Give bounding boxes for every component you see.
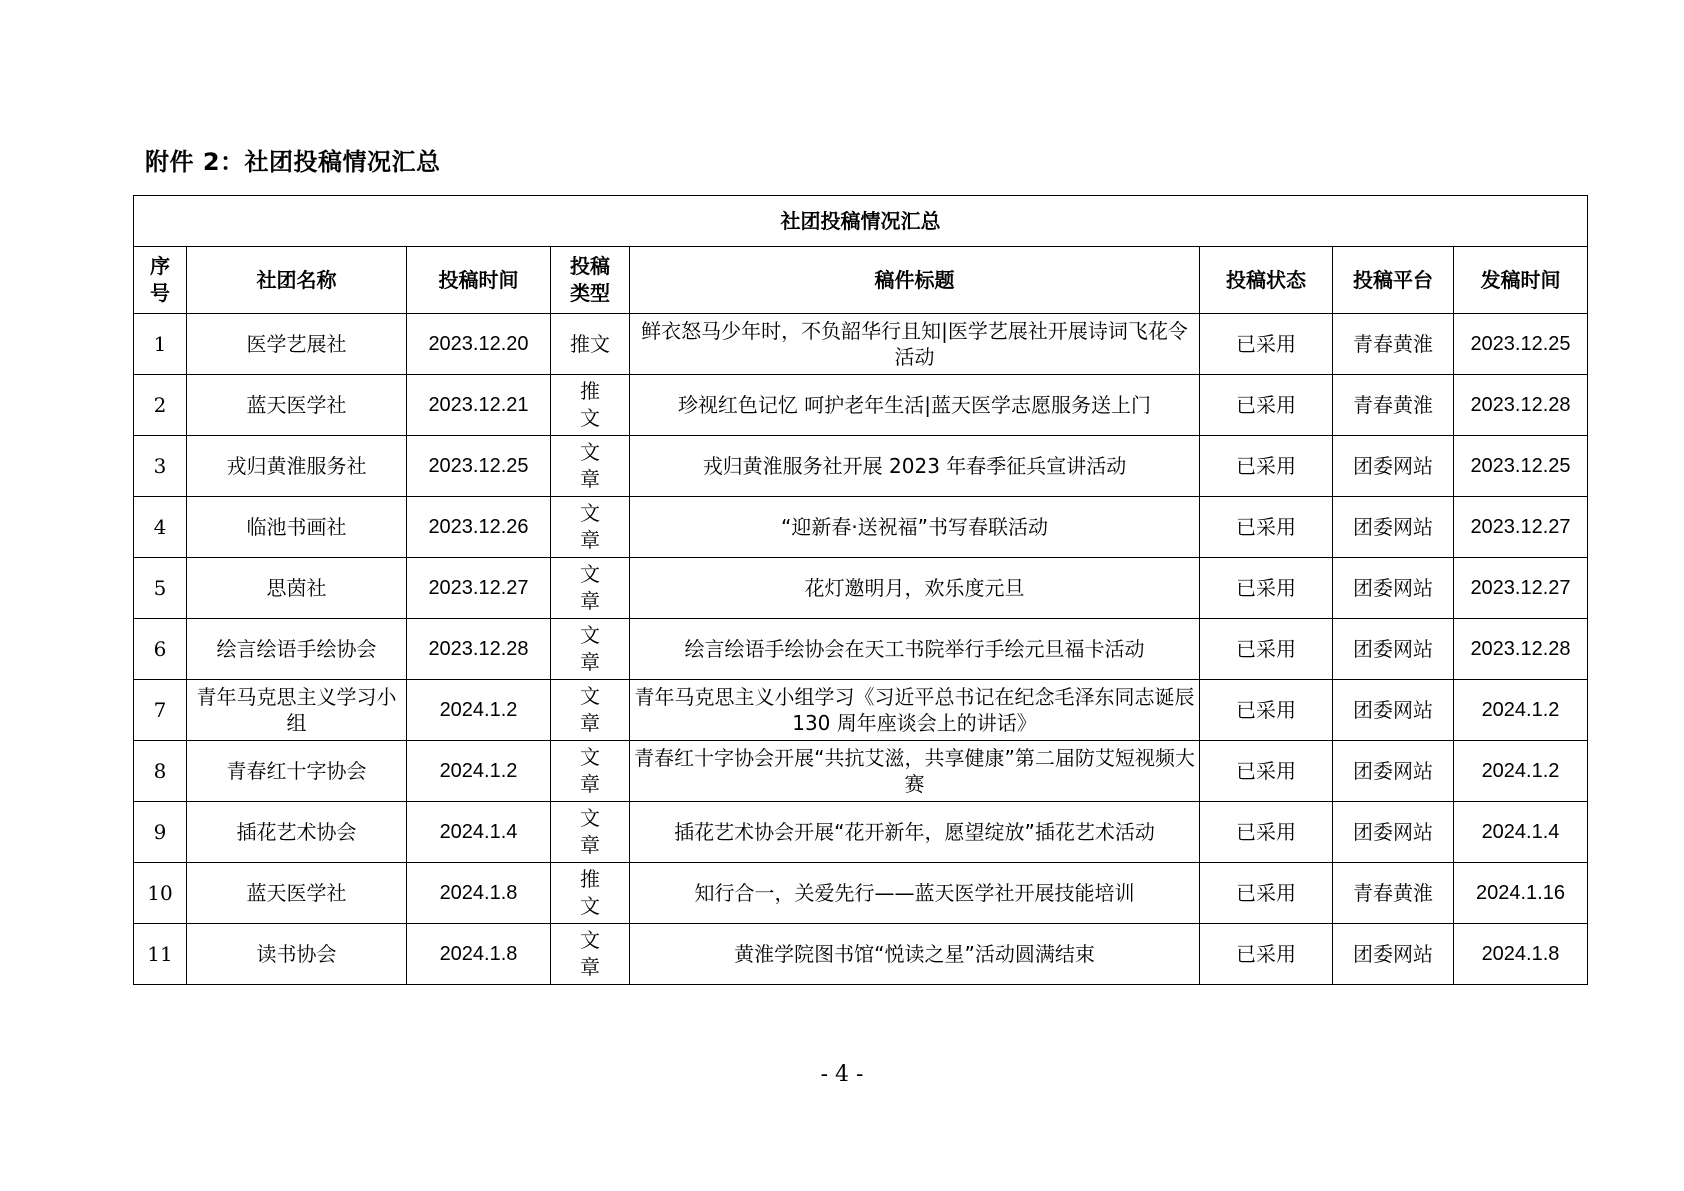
- cell-submit-date: 2023.12.27: [407, 558, 551, 619]
- submission-table: [133, 195, 1588, 985]
- cell-platform: 青春黄淮: [1333, 375, 1454, 436]
- table-row: [134, 802, 1588, 863]
- cell-club: 读书协会: [187, 924, 407, 985]
- cell-platform: 团委网站: [1333, 619, 1454, 680]
- cell-title: 鲜衣怒马少年时，不负韶华行且知|医学艺展社开展诗词飞花令活动: [630, 314, 1200, 375]
- cell-club: 临池书画社: [187, 497, 407, 558]
- cell-type: [551, 680, 630, 741]
- cell-submit-date: 2023.12.28: [407, 619, 551, 680]
- table-row: [134, 436, 1588, 497]
- cell-index: 6: [134, 619, 187, 680]
- cell-title: 珍视红色记忆 呵护老年生活|蓝天医学志愿服务送上门: [630, 375, 1200, 436]
- cell-type: [551, 558, 630, 619]
- cell-status: 已采用: [1200, 314, 1333, 375]
- cell-index: 8: [134, 741, 187, 802]
- cell-index: 5: [134, 558, 187, 619]
- table-row: [134, 863, 1588, 924]
- table-row: [134, 375, 1588, 436]
- cell-platform: 团委网站: [1333, 802, 1454, 863]
- cell-status: 已采用: [1200, 741, 1333, 802]
- cell-title: “迎新春·送祝福”书写春联活动: [630, 497, 1200, 558]
- cell-type: [551, 436, 630, 497]
- cell-submit-date: 2024.1.2: [407, 680, 551, 741]
- cell-index: 9: [134, 802, 187, 863]
- cell-status: 已采用: [1200, 802, 1333, 863]
- type-label: 推文: [570, 331, 610, 356]
- cell-status: 已采用: [1200, 680, 1333, 741]
- cell-platform: 团委网站: [1333, 924, 1454, 985]
- cell-publish-date: 2023.12.28: [1454, 375, 1588, 436]
- cell-submit-date: 2023.12.20: [407, 314, 551, 375]
- header-submit-date: 投稿时间: [407, 247, 551, 314]
- type-label: 文章: [580, 684, 600, 735]
- header-platform: 投稿平台: [1333, 247, 1454, 314]
- cell-index: 10: [134, 863, 187, 924]
- cell-type: [551, 375, 630, 436]
- page-heading: 附件 2：社团投稿情况汇总: [145, 148, 441, 176]
- cell-status: 已采用: [1200, 375, 1333, 436]
- cell-type: [551, 741, 630, 802]
- cell-title: 知行合一，关爱先行——蓝天医学社开展技能培训: [630, 863, 1200, 924]
- cell-status: 已采用: [1200, 497, 1333, 558]
- cell-publish-date: 2024.1.2: [1454, 741, 1588, 802]
- cell-type: [551, 924, 630, 985]
- cell-type: [551, 619, 630, 680]
- type-label: 文章: [580, 928, 600, 979]
- cell-status: 已采用: [1200, 863, 1333, 924]
- cell-publish-date: 2024.1.8: [1454, 924, 1588, 985]
- table-row: [134, 619, 1588, 680]
- cell-platform: 青春黄淮: [1333, 314, 1454, 375]
- type-label: 文章: [580, 745, 600, 796]
- table-row: [134, 558, 1588, 619]
- type-label: 推文: [580, 379, 600, 430]
- cell-index: 1: [134, 314, 187, 375]
- header-club: 社团名称: [187, 247, 407, 314]
- cell-status: 已采用: [1200, 619, 1333, 680]
- cell-publish-date: 2023.12.27: [1454, 558, 1588, 619]
- cell-index: 7: [134, 680, 187, 741]
- type-label: 文章: [580, 501, 600, 552]
- page-number: - 4 -: [820, 1062, 864, 1087]
- cell-club: 戎归黄淮服务社: [187, 436, 407, 497]
- cell-type: [551, 314, 630, 375]
- table-row: [134, 314, 1588, 375]
- cell-index: 11: [134, 924, 187, 985]
- header-status: 投稿状态: [1200, 247, 1333, 314]
- cell-publish-date: 2023.12.25: [1454, 314, 1588, 375]
- cell-publish-date: 2024.1.16: [1454, 863, 1588, 924]
- cell-club: 医学艺展社: [187, 314, 407, 375]
- header-index: 序号: [134, 247, 187, 314]
- cell-platform: 团委网站: [1333, 741, 1454, 802]
- table-body: [134, 314, 1588, 985]
- cell-title: 花灯邀明月，欢乐度元旦: [630, 558, 1200, 619]
- cell-platform: 青春黄淮: [1333, 863, 1454, 924]
- cell-status: 已采用: [1200, 924, 1333, 985]
- cell-type: [551, 802, 630, 863]
- cell-title: 黄淮学院图书馆“悦读之星”活动圆满结束: [630, 924, 1200, 985]
- cell-type: [551, 497, 630, 558]
- cell-status: 已采用: [1200, 558, 1333, 619]
- cell-platform: 团委网站: [1333, 558, 1454, 619]
- cell-submit-date: 2023.12.21: [407, 375, 551, 436]
- cell-title: 插花艺术协会开展“花开新年，愿望绽放”插花艺术活动: [630, 802, 1200, 863]
- cell-publish-date: 2023.12.28: [1454, 619, 1588, 680]
- table-header-row: [134, 247, 1588, 314]
- cell-club: 绘言绘语手绘协会: [187, 619, 407, 680]
- header-type: 投稿类型: [551, 247, 630, 314]
- cell-club: 思茵社: [187, 558, 407, 619]
- type-label: 文章: [580, 440, 600, 491]
- cell-submit-date: 2024.1.8: [407, 863, 551, 924]
- table-row: [134, 741, 1588, 802]
- cell-publish-date: 2024.1.4: [1454, 802, 1588, 863]
- cell-platform: 团委网站: [1333, 680, 1454, 741]
- cell-club: 青年马克思主义学习小组: [187, 680, 407, 741]
- type-label: 推文: [580, 867, 600, 918]
- cell-submit-date: 2023.12.26: [407, 497, 551, 558]
- cell-club: 蓝天医学社: [187, 863, 407, 924]
- cell-type: [551, 863, 630, 924]
- cell-club: 插花艺术协会: [187, 802, 407, 863]
- cell-club: 青春红十字协会: [187, 741, 407, 802]
- cell-publish-date: 2023.12.25: [1454, 436, 1588, 497]
- cell-index: 2: [134, 375, 187, 436]
- table-title: 社团投稿情况汇总: [134, 196, 1588, 247]
- cell-platform: 团委网站: [1333, 497, 1454, 558]
- type-label: 文章: [580, 623, 600, 674]
- header-article-title: 稿件标题: [630, 247, 1200, 314]
- table-row: [134, 924, 1588, 985]
- cell-submit-date: 2024.1.2: [407, 741, 551, 802]
- cell-club: 蓝天医学社: [187, 375, 407, 436]
- cell-publish-date: 2023.12.27: [1454, 497, 1588, 558]
- type-label: 文章: [580, 806, 600, 857]
- cell-title: 青春红十字协会开展“共抗艾滋，共享健康”第二届防艾短视频大赛: [630, 741, 1200, 802]
- table-row: [134, 680, 1588, 741]
- header-publish-date: 发稿时间: [1454, 247, 1588, 314]
- cell-status: 已采用: [1200, 436, 1333, 497]
- cell-title: 绘言绘语手绘协会在天工书院举行手绘元旦福卡活动: [630, 619, 1200, 680]
- cell-submit-date: 2023.12.25: [407, 436, 551, 497]
- cell-title: 青年马克思主义小组学习《习近平总书记在纪念毛泽东同志诞辰 130 周年座谈会上的讲话》: [630, 680, 1200, 741]
- type-label: 文章: [580, 562, 600, 613]
- cell-index: 3: [134, 436, 187, 497]
- cell-submit-date: 2024.1.8: [407, 924, 551, 985]
- table-row: [134, 497, 1588, 558]
- cell-index: 4: [134, 497, 187, 558]
- cell-platform: 团委网站: [1333, 436, 1454, 497]
- cell-submit-date: 2024.1.4: [407, 802, 551, 863]
- cell-title: 戎归黄淮服务社开展 2023 年春季征兵宣讲活动: [630, 436, 1200, 497]
- cell-publish-date: 2024.1.2: [1454, 680, 1588, 741]
